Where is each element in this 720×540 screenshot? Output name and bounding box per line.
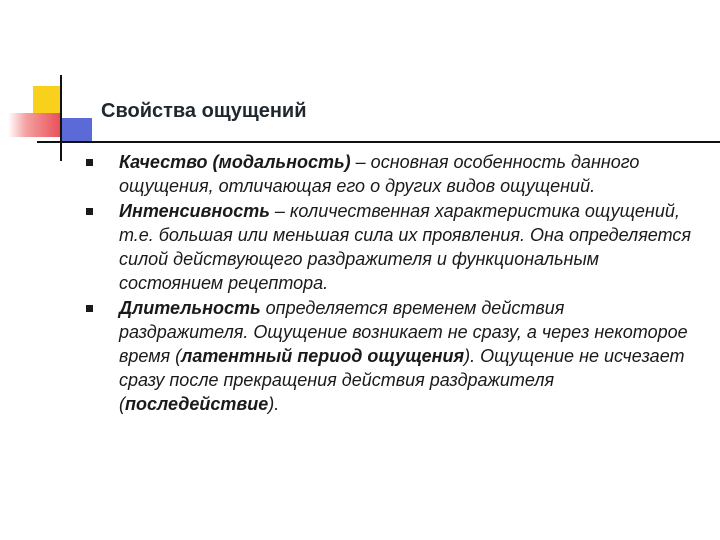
item-text: определяется временем действия раздражителя. Ощущение возникает не сразу, а через некоторое время ( [119,298,688,366]
square-bullet-icon [86,208,93,215]
slide-title: Свойства ощущений [101,100,307,122]
term-aftereffect: последействие [125,394,269,414]
vertical-rule [60,75,62,161]
item-text: – количественная характеристика ощущений, т.е. большая или меньшая сила их проявления. Она определяется силой действующего раздражителя и функциональным состоянием рецептора. [119,201,692,293]
square-bullet-icon [86,159,93,166]
list-item [86,296,696,416]
term-latent-period: латентный период ощущения [181,346,465,366]
horizontal-rule [37,141,720,143]
item-text: ). Ощущение не исчезает сразу после прекращения действия раздражителя ( [119,346,685,414]
term-intensity: Интенсивность [119,201,270,221]
yellow-square-decor [33,86,61,114]
blue-square-decor [62,118,92,142]
list-item [86,199,696,295]
term-duration: Длительность [119,298,261,318]
red-gradient-bar-decor [8,113,60,137]
square-bullet-icon [86,305,93,312]
item-text: – основная особенность данного ощущения, отличающая его о других видов ощущений. [119,152,640,196]
bullet-list [86,150,696,417]
item-text: ). [268,394,280,414]
list-item [86,150,696,198]
term-quality: Качество (модальность) [119,152,351,172]
